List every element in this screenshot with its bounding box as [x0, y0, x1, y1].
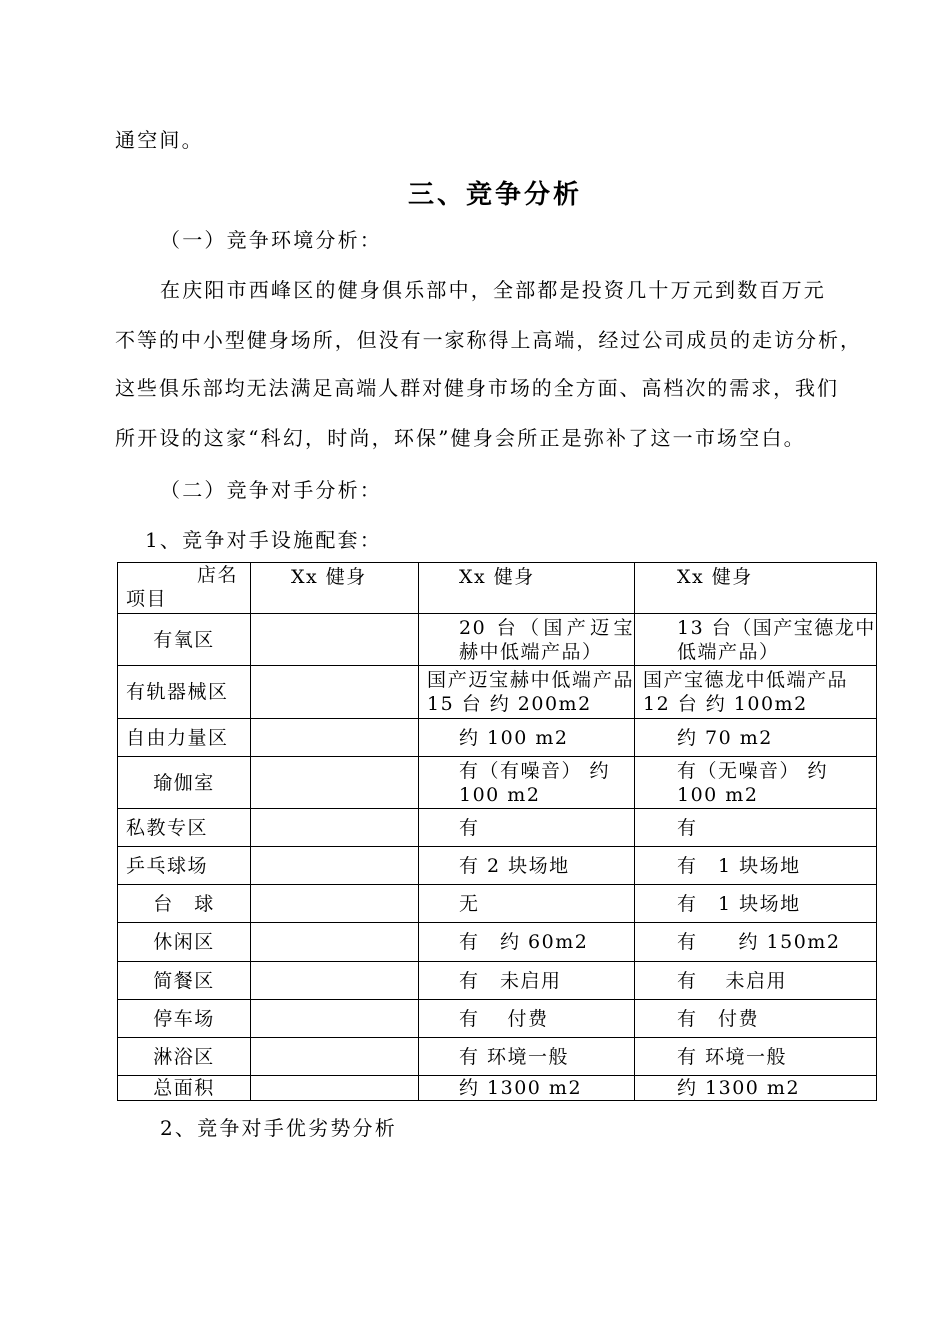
store-3-cell: 有 付费	[635, 1000, 877, 1038]
store-2-cell: 约 1300 m2	[419, 1076, 635, 1101]
subsection-heading: （一）竞争环境分析：	[160, 228, 382, 252]
table-row	[118, 962, 877, 1000]
store-3-cell: 13 台（国产宝德龙中低端产品）	[635, 614, 877, 666]
store-2-cell: 无	[419, 885, 635, 923]
store-2-cell: 有	[419, 809, 635, 847]
store-1-cell	[251, 757, 419, 809]
store-3-cell: 约 70 m2	[635, 719, 877, 757]
table-header-row	[118, 563, 877, 614]
store-2-cell: 有 2 块场地	[419, 847, 635, 885]
table-row	[118, 923, 877, 962]
corner-store-label: 店名	[196, 564, 238, 586]
item-name-cell: 有氧区	[118, 614, 251, 666]
store-2-cell: 20 台（国产迈宝赫中低端产品）	[419, 614, 635, 666]
item-heading: 1、竞争对手设施配套：	[145, 528, 382, 552]
store-1-cell	[251, 1076, 419, 1101]
paragraph-line: 在庆阳市西峰区的健身俱乐部中，全部都是投资几十万元到数百万元	[160, 278, 826, 302]
item-name-cell: 停车场	[118, 1000, 251, 1038]
competitor-facilities-table	[117, 562, 877, 1101]
store-2-cell: 约 100 m2	[419, 719, 635, 757]
table-row	[118, 1000, 877, 1038]
item-name-cell: 自由力量区	[118, 719, 251, 757]
table-row	[118, 885, 877, 923]
table-row	[118, 1076, 877, 1101]
table-row	[118, 614, 877, 666]
store-2-cell: 国产迈宝赫中低端产品 15 台 约 200m2	[419, 666, 635, 719]
store-1-cell	[251, 847, 419, 885]
table-row	[118, 719, 877, 757]
store-1-cell	[251, 719, 419, 757]
paragraph-line: 不等的中小型健身场所，但没有一家称得上高端，经过公司成员的走访分析，	[115, 328, 860, 352]
store-1-cell	[251, 666, 419, 719]
store-2-cell: 有（有噪音） 约 100 m2	[419, 757, 635, 809]
corner-item-label: 项目	[126, 588, 168, 610]
store-1-cell	[251, 923, 419, 962]
header-store-2: Xx 健身	[419, 563, 635, 614]
table-row	[118, 757, 877, 809]
paragraph-line: 这些俱乐部均无法满足高端人群对健身市场的全方面、高档次的需求，我们	[115, 376, 837, 400]
item-name-cell: 总面积	[118, 1076, 251, 1101]
store-2-cell: 有 约 60m2	[419, 923, 635, 962]
store-3-cell: 有（无噪音） 约 100 m2	[635, 757, 877, 809]
store-1-cell	[251, 809, 419, 847]
paragraph-tail: 通空间。	[115, 128, 204, 152]
table-row	[118, 809, 877, 847]
table-row	[118, 1038, 877, 1076]
paragraph-line: 所开设的这家“科幻，时尚，环保”健身会所正是弥补了这一市场空白。	[115, 426, 806, 450]
store-3-cell: 国产宝德龙中低端产品 12 台 约 100m2	[635, 666, 877, 719]
header-store-1: Xx 健身	[251, 563, 419, 614]
section-title: 三、竞争分析	[407, 180, 582, 210]
store-2-cell: 有 环境一般	[419, 1038, 635, 1076]
store-2-cell: 有 付费	[419, 1000, 635, 1038]
store-3-cell: 有 未启用	[635, 962, 877, 1000]
table-row	[118, 666, 877, 719]
corner-header-cell	[118, 563, 251, 614]
store-1-cell	[251, 1000, 419, 1038]
store-3-cell: 有 1 块场地	[635, 847, 877, 885]
store-3-cell: 有 环境一般	[635, 1038, 877, 1076]
store-1-cell	[251, 962, 419, 1000]
item-name-cell: 台 球	[118, 885, 251, 923]
subsection-heading: （二）竞争对手分析：	[160, 478, 382, 502]
item-name-cell: 乒乓球场	[118, 847, 251, 885]
item-name-cell: 有轨器械区	[118, 666, 251, 719]
store-2-cell: 有 未启用	[419, 962, 635, 1000]
item-heading: 2、竞争对手优劣势分析	[160, 1116, 397, 1140]
item-name-cell: 休闲区	[118, 923, 251, 962]
item-name-cell: 淋浴区	[118, 1038, 251, 1076]
store-1-cell	[251, 885, 419, 923]
store-1-cell	[251, 1038, 419, 1076]
store-3-cell: 有 1 块场地	[635, 885, 877, 923]
header-store-3: Xx 健身	[635, 563, 877, 614]
store-1-cell	[251, 614, 419, 666]
store-3-cell: 有 约 150m2	[635, 923, 877, 962]
store-3-cell: 有	[635, 809, 877, 847]
item-name-cell: 简餐区	[118, 962, 251, 1000]
item-name-cell: 瑜伽室	[118, 757, 251, 809]
store-3-cell: 约 1300 m2	[635, 1076, 877, 1101]
item-name-cell: 私教专区	[118, 809, 251, 847]
table-row	[118, 847, 877, 885]
